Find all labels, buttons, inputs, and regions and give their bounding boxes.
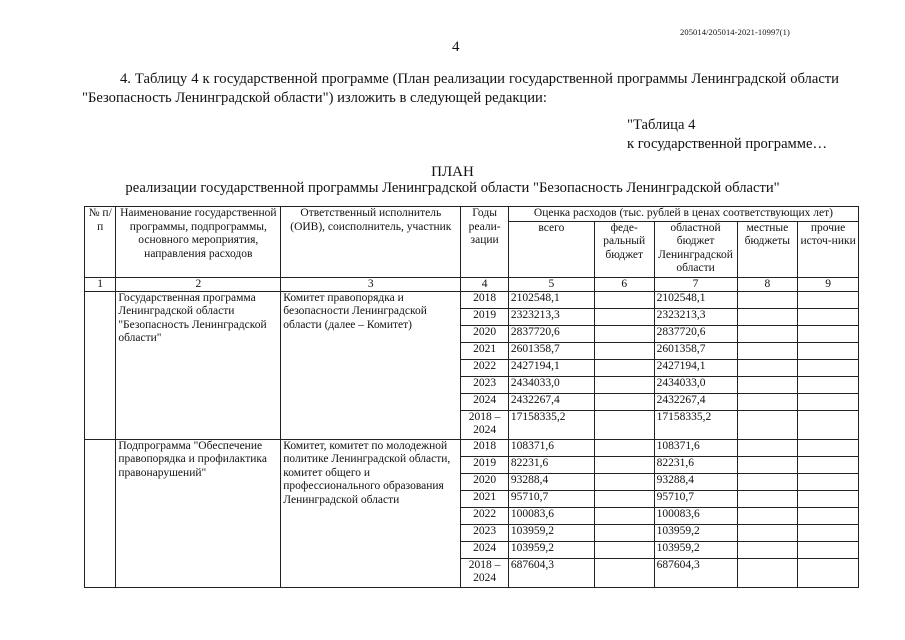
federal-cell	[594, 456, 654, 473]
col-number: 7	[654, 277, 737, 291]
col-number: 8	[737, 277, 798, 291]
federal-cell	[594, 490, 654, 507]
year-cell: 2022	[461, 359, 509, 376]
regional-cell: 95710,7	[654, 490, 737, 507]
year-cell: 2018	[461, 439, 509, 456]
federal-cell	[594, 359, 654, 376]
local-cell	[737, 291, 798, 308]
local-cell	[737, 558, 798, 587]
header-col-total: всего	[508, 221, 594, 277]
regional-cell: 100083,6	[654, 507, 737, 524]
header-col-regional: областной бюджет Ленинградской области	[654, 221, 737, 277]
federal-cell	[594, 291, 654, 308]
year-cell: 2023	[461, 524, 509, 541]
other-cell	[798, 490, 859, 507]
other-cell	[798, 507, 859, 524]
total-cell: 2837720,6	[508, 325, 594, 342]
total-cell: 108371,6	[508, 439, 594, 456]
federal-cell	[594, 439, 654, 456]
col-number: 5	[508, 277, 594, 291]
regional-cell: 82231,6	[654, 456, 737, 473]
year-cell: 2024	[461, 541, 509, 558]
col-number: 4	[461, 277, 509, 291]
regional-cell: 93288,4	[654, 473, 737, 490]
regional-cell: 17158335,2	[654, 410, 737, 439]
total-cell: 103959,2	[508, 524, 594, 541]
other-cell	[798, 410, 859, 439]
year-cell: 2024	[461, 393, 509, 410]
plan-subtitle: реализации государственной программы Ленинградской области "Безопасность Ленинградской области"	[125, 180, 780, 196]
year-cell: 2022	[461, 507, 509, 524]
federal-cell	[594, 325, 654, 342]
local-cell	[737, 410, 798, 439]
local-cell	[737, 541, 798, 558]
year-cell: 2018	[461, 291, 509, 308]
year-cell: 2019	[461, 308, 509, 325]
local-cell	[737, 376, 798, 393]
row-number-cell	[85, 291, 116, 439]
regional-cell: 2837720,6	[654, 325, 737, 342]
year-cell: 2021	[461, 342, 509, 359]
total-cell: 2102548,1	[508, 291, 594, 308]
other-cell	[798, 439, 859, 456]
plan-title: ПЛАН	[431, 164, 474, 180]
header-col-executor: Ответственный исполнитель (ОИВ), соисполнитель, участник	[281, 207, 461, 278]
other-cell	[798, 359, 859, 376]
row-number-cell	[85, 439, 116, 587]
regional-cell: 103959,2	[654, 524, 737, 541]
regional-cell: 108371,6	[654, 439, 737, 456]
header-col-local: местные бюджеты	[737, 221, 798, 277]
year-cell: 2020	[461, 325, 509, 342]
local-cell	[737, 456, 798, 473]
col-number: 1	[85, 277, 116, 291]
year-cell: 2023	[461, 376, 509, 393]
header-col-name: Наименование государственной программы, подпрограммы, основного мероприятия, направления расходов	[116, 207, 281, 278]
other-cell	[798, 291, 859, 308]
federal-cell	[594, 473, 654, 490]
header-col-other: прочие источ-ники	[798, 221, 859, 277]
header-col-federal: феде-ральный бюджет	[594, 221, 654, 277]
header-group-costs: Оценка расходов (тыс. рублей в ценах соответствующих лет)	[508, 207, 858, 222]
federal-cell	[594, 410, 654, 439]
column-numbers-row	[85, 277, 859, 291]
col-number: 3	[281, 277, 461, 291]
total-cell: 93288,4	[508, 473, 594, 490]
regional-cell: 687604,3	[654, 558, 737, 587]
header-col-number: № п/п	[85, 207, 116, 278]
other-cell	[798, 308, 859, 325]
total-cell: 17158335,2	[508, 410, 594, 439]
regional-cell: 2434033,0	[654, 376, 737, 393]
local-cell	[737, 342, 798, 359]
intro-paragraph	[82, 70, 839, 108]
other-cell	[798, 376, 859, 393]
local-cell	[737, 524, 798, 541]
regional-cell: 2102548,1	[654, 291, 737, 308]
executor-cell: Комитет, комитет по молодежной политике Ленинградской области, комитет общего и профессионального образования Ленинградской области	[281, 439, 461, 587]
header-col-years: Годы реали-зации	[461, 207, 509, 278]
regional-cell: 2432267,4	[654, 393, 737, 410]
regional-cell: 103959,2	[654, 541, 737, 558]
total-cell: 2427194,1	[508, 359, 594, 376]
federal-cell	[594, 524, 654, 541]
total-cell: 100083,6	[508, 507, 594, 524]
executor-cell: Комитет правопорядка и безопасности Ленинградской области (далее – Комитет)	[281, 291, 461, 439]
program-name-cell: Подпрограмма "Обеспечение правопорядка и профилактика правонарушений"	[116, 439, 281, 587]
other-cell	[798, 325, 859, 342]
total-cell: 2432267,4	[508, 393, 594, 410]
other-cell	[798, 558, 859, 587]
federal-cell	[594, 393, 654, 410]
program-name-cell: Государственная программа Ленинградской области "Безопасность Ленинградской области"	[116, 291, 281, 439]
table-reference-line2: к государственной программе…	[627, 136, 828, 152]
total-cell: 82231,6	[508, 456, 594, 473]
other-cell	[798, 342, 859, 359]
other-cell	[798, 456, 859, 473]
col-number: 9	[798, 277, 859, 291]
local-cell	[737, 308, 798, 325]
year-cell: 2019	[461, 456, 509, 473]
table-reference	[627, 116, 827, 154]
other-cell	[798, 473, 859, 490]
local-cell	[737, 507, 798, 524]
table-row	[85, 291, 859, 308]
local-cell	[737, 490, 798, 507]
total-cell: 2323213,3	[508, 308, 594, 325]
table-row	[85, 439, 859, 456]
other-cell	[798, 524, 859, 541]
local-cell	[737, 393, 798, 410]
total-cell: 2601358,7	[508, 342, 594, 359]
local-cell	[737, 439, 798, 456]
col-number: 2	[116, 277, 281, 291]
col-number: 6	[594, 277, 654, 291]
total-cell: 95710,7	[508, 490, 594, 507]
year-cell: 2020	[461, 473, 509, 490]
other-cell	[798, 393, 859, 410]
federal-cell	[594, 308, 654, 325]
intro-paragraph-text: 4. Таблицу 4 к государственной программе (План реализации государственной программы Ленинградской области "Безопасность Ленинградской области") изложить в следующей редакции:	[82, 71, 839, 106]
federal-cell	[594, 342, 654, 359]
regional-cell: 2427194,1	[654, 359, 737, 376]
year-cell: 2021	[461, 490, 509, 507]
federal-cell	[594, 507, 654, 524]
plan-table	[84, 206, 859, 588]
local-cell	[737, 359, 798, 376]
local-cell	[737, 473, 798, 490]
regional-cell: 2323213,3	[654, 308, 737, 325]
federal-cell	[594, 376, 654, 393]
total-cell: 2434033,0	[508, 376, 594, 393]
federal-cell	[594, 558, 654, 587]
total-cell: 103959,2	[508, 541, 594, 558]
regional-cell: 2601358,7	[654, 342, 737, 359]
page-number: 4	[452, 39, 460, 55]
document-id: 205014/205014-2021-10997(1)	[680, 27, 790, 37]
federal-cell	[594, 541, 654, 558]
local-cell	[737, 325, 798, 342]
year-cell: 2018 – 2024	[461, 410, 509, 439]
year-cell: 2018 – 2024	[461, 558, 509, 587]
total-cell: 687604,3	[508, 558, 594, 587]
other-cell	[798, 541, 859, 558]
table-reference-line1: "Таблица 4	[627, 117, 696, 133]
